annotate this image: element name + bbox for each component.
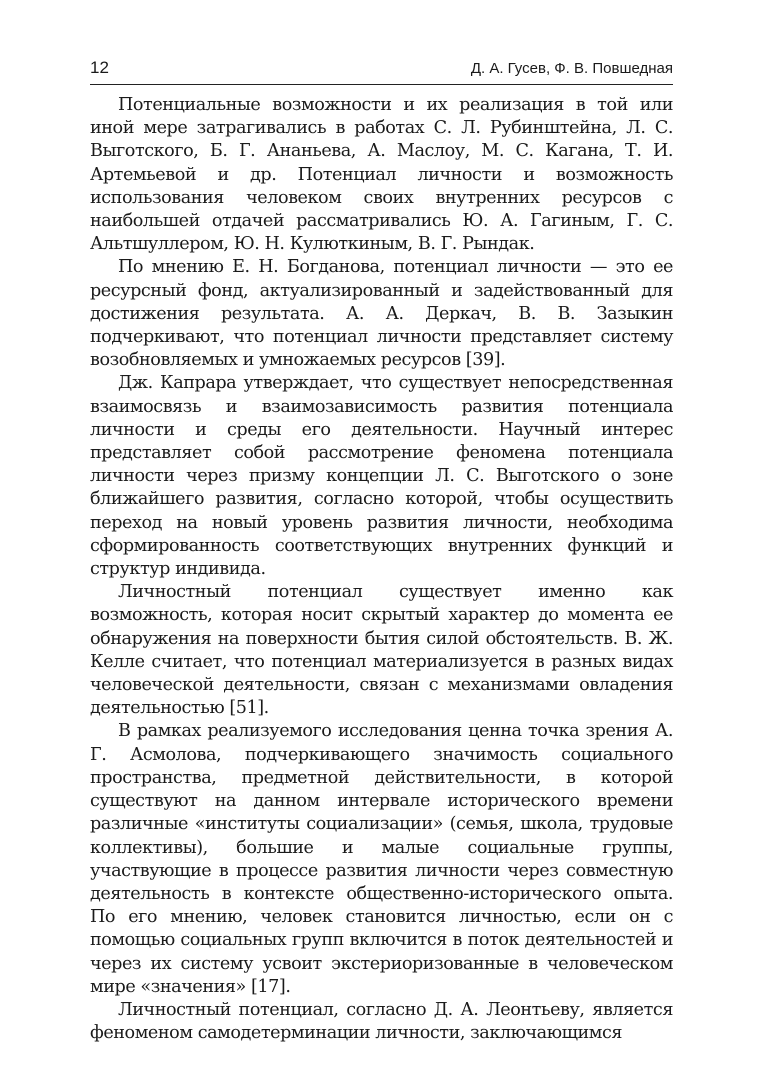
paragraph-3: Дж. Капрара утверждает, что существует непосредственная взаимосвязь и взаимозависимость развития потенциала личности и среды его деятельности. Научный интерес представляет собой рассмотрение феномена потенциала личности через призму концепции Л. С. Выготского о зоне ближайшего развития, согласно которой, чтобы осуществить переход на новый уровень развития личности, необходима сформированность соответствующих внутренних функций и структур индивида. bbox=[90, 373, 673, 580]
paragraph-2: По мнению Е. Н. Богданова, потенциал личности — это ее ресурсный фонд, актуализированный и задействованный для достижения результата. А. А. Деркач, В. В. Зазыкин подчеркивают, что потенциал личности представляет систему возобновляемых и умножаемых ресурсов [39]. bbox=[90, 257, 673, 371]
paragraph-6: Личностный потенциал, согласно Д. А. Леонтьеву, является феноменом самодетерминации личности, заключающимся bbox=[90, 999, 673, 1044]
body-text bbox=[90, 94, 673, 1045]
paragraph-5: В рамках реализуемого исследования ценна точка зрения А. Г. Асмолова, подчеркивающего значимость социального пространства, предметной действительности, в которой существуют на данном интервале исторического времени различные «институты социализации» (семья, школа, трудовые коллективы), большие и малые социальные группы, участвующие в процессе развития личности через совместную деятельность в контексте общественно-исторического опыта. По его мнению, человек становится личностью, если он с помощью социальных групп включится в поток деятельностей и через их систему усвоит экстериоризованные в человеческом мире «значения» [17]. bbox=[90, 721, 673, 997]
page-header bbox=[90, 58, 673, 82]
header-rule bbox=[90, 84, 673, 85]
running-head-authors: Д. А. Гусев, Ф. В. Повшедная bbox=[470, 60, 673, 77]
paragraph-4: Личностный потенциал существует именно как возможность, которая носит скрытый характер до момента ее обнаружения на поверхности бытия силой обстоятельств. В. Ж. Келле считает, что потенциал материализуется в разных видах человеческой деятельности, связан с механизмами овладения деятельностью [51]. bbox=[90, 582, 673, 719]
paragraph-1: Потенциальные возможности и их реализация в той или иной мере затрагивались в работах С. Л. Рубинштейна, Л. С. Выготского, Б. Г. Ананьева, А. Маслоу, М. С. Кагана, Т. И. Артемьевой и др. Потенциал личности и возможность использования человеком своих внутренних ресурсов с наибольшей отдачей рассматривались Ю. А. Гагиным, Г. С. Альтшуллером, Ю. Н. Кулюткиным, В. Г. Рындак. bbox=[90, 95, 673, 255]
page-number: 12 bbox=[90, 58, 109, 77]
